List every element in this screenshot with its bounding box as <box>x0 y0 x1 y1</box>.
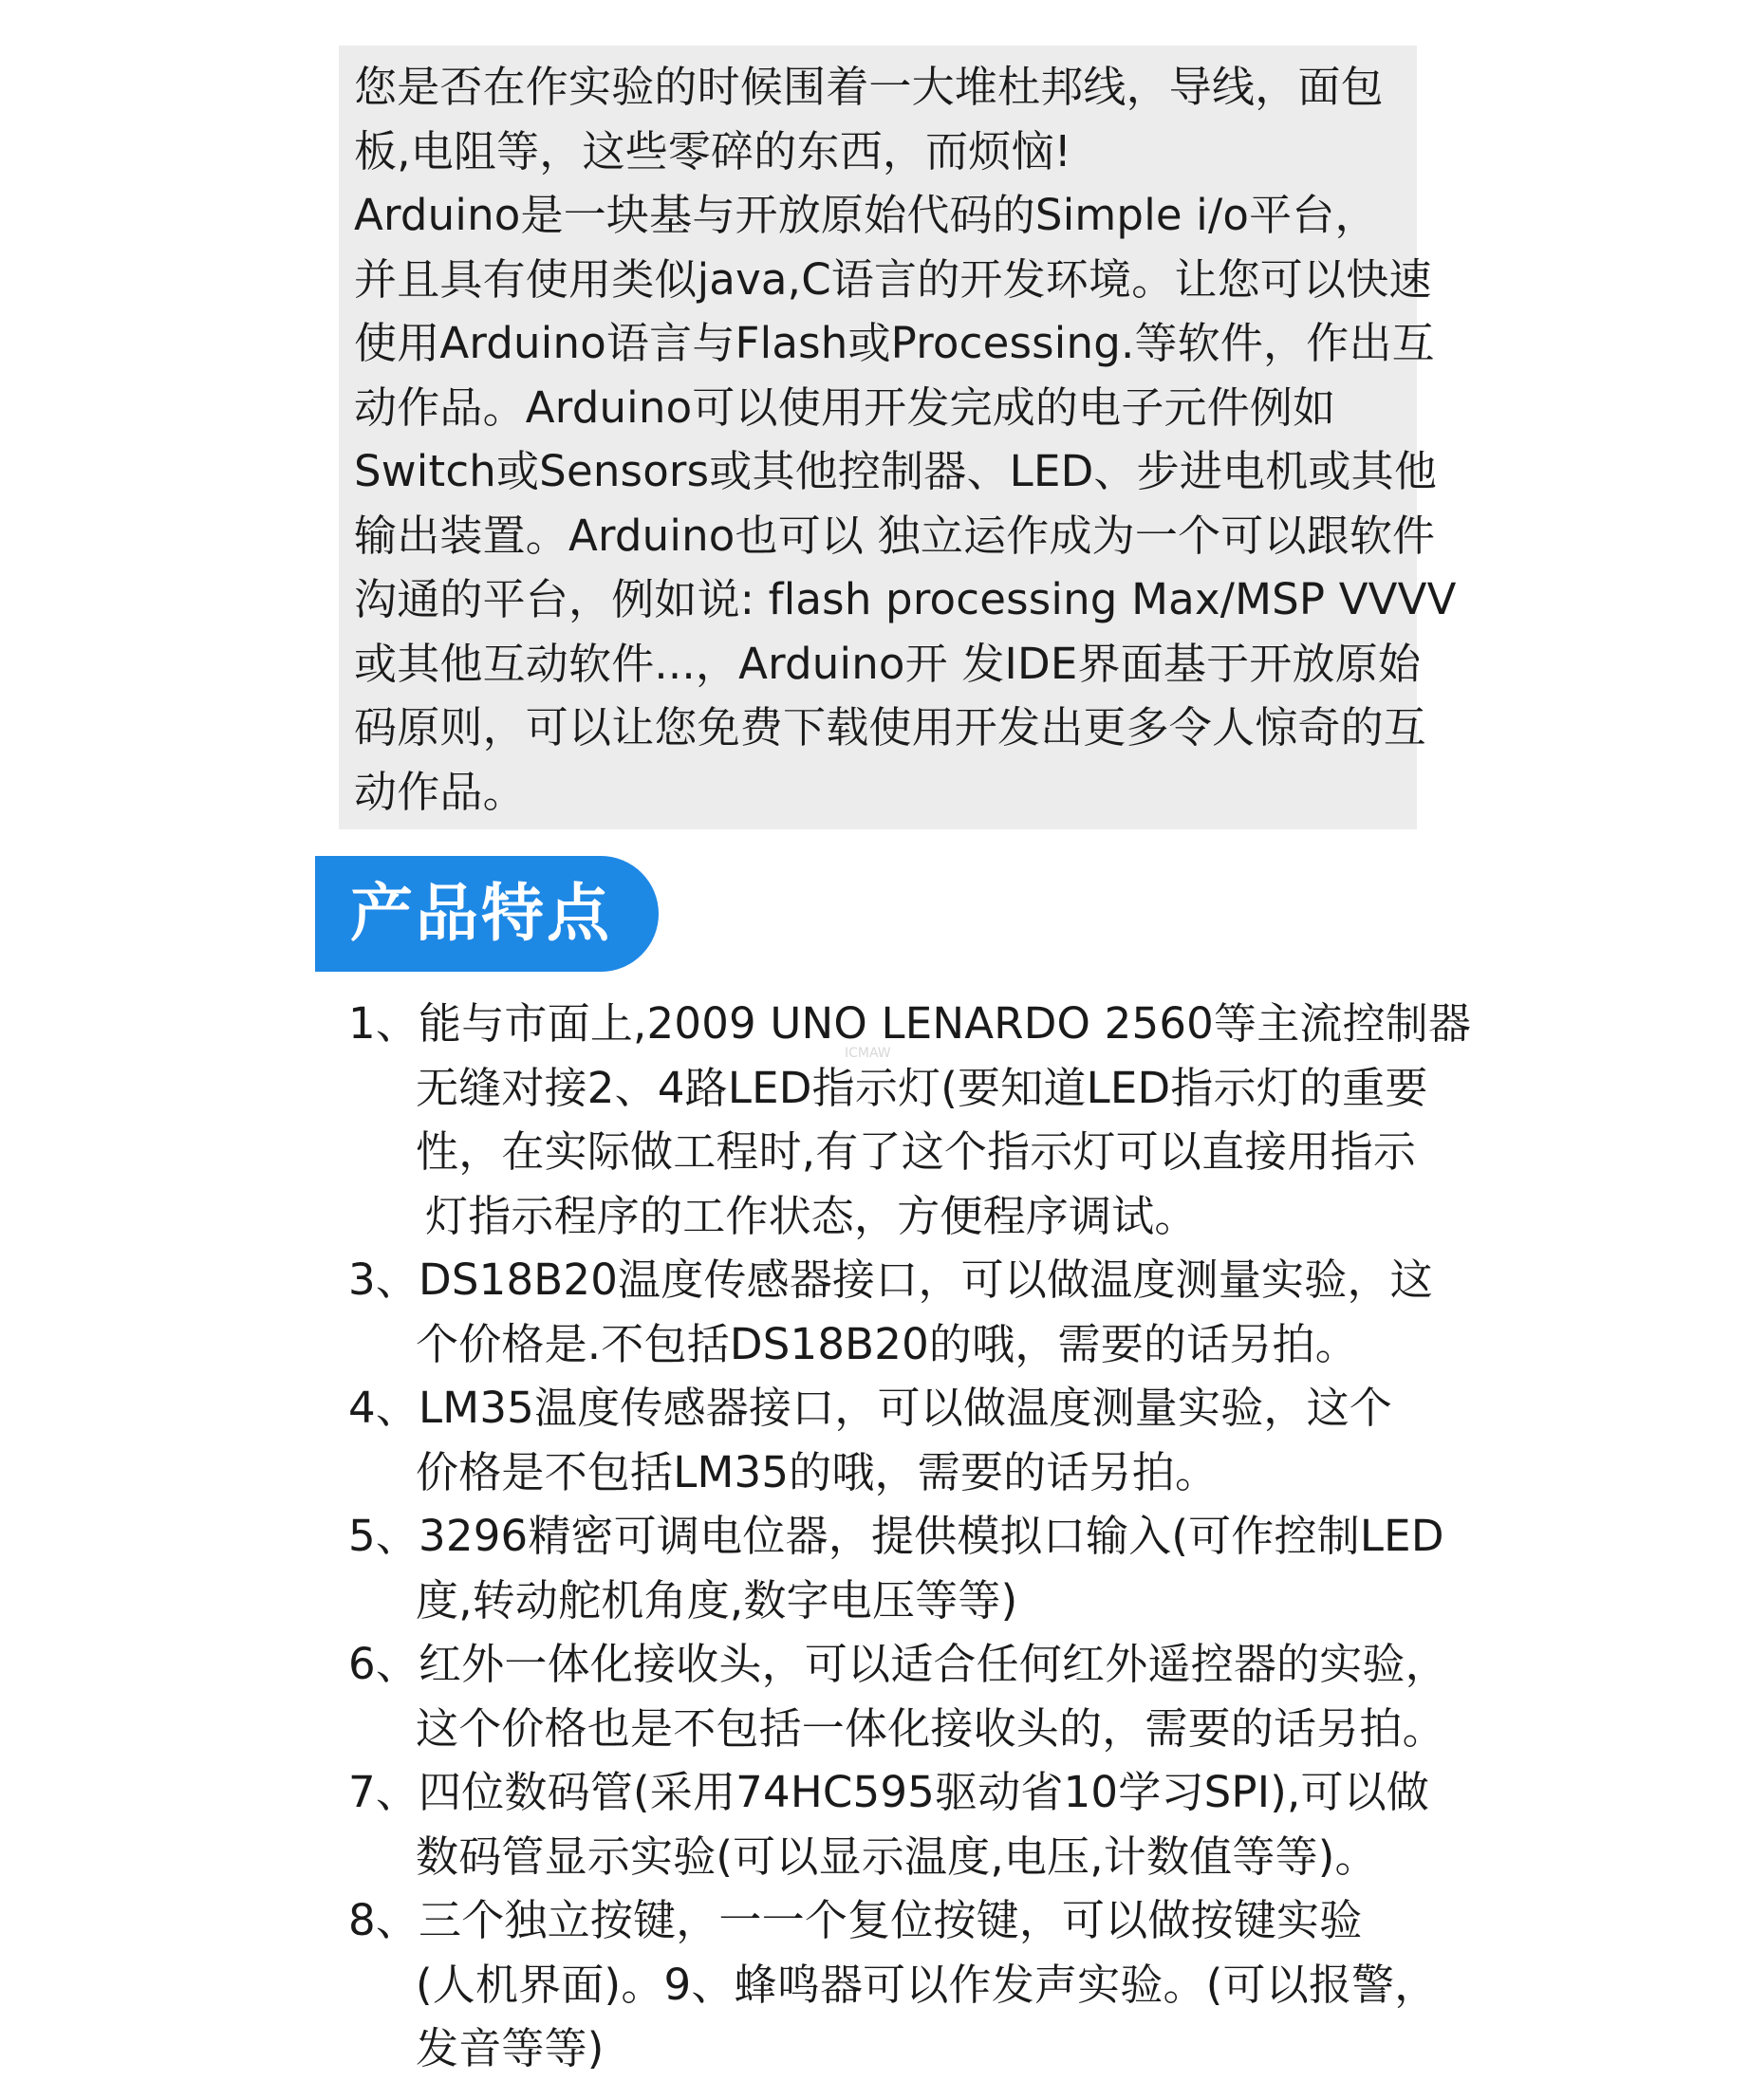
intro-line: 板,电阻等，这些零碎的东西，而烦恼! <box>354 125 1071 177</box>
feature-line: 个价格是.不包括DS18B20的哦，需要的话另拍。 <box>416 1318 1358 1369</box>
intro-line: 动作品。Arduino可以使用开发完成的电子元件例如 <box>354 381 1336 433</box>
feature-line: 1、能与市面上,2009 UNO LENARDO 2560等主流控制器 <box>348 998 1472 1049</box>
section-header <box>315 856 659 972</box>
watermark: ICMAW <box>845 1046 891 1061</box>
intro-line: 使用Arduino语言与Flash或Processing.等软件，作出互 <box>354 318 1435 368</box>
section-title: 产品特点 <box>350 877 612 950</box>
feature-line: 8、三个独立按键，一一个复位按键，可以做按键实验 <box>348 1895 1363 1945</box>
intro-line: 您是否在作实验的时候围着一大堆杜邦线，导线，面包 <box>354 62 1384 112</box>
intro-line: 输出装置。Arduino也可以 独立运作成为一个可以跟软件 <box>354 510 1436 561</box>
feature-line: 灯指示程序的工作状态，方便程序调试。 <box>425 1190 1198 1241</box>
feature-line: 这个价格也是不包括一体化接收头的，需要的话另拍。 <box>416 1702 1445 1754</box>
feature-line: 性，在实际做工程时,有了这个指示灯可以直接用指示 <box>416 1126 1417 1177</box>
feature-line: 价格是不包括LM35的哦，需要的话另拍。 <box>416 1446 1219 1497</box>
intro-line: 或其他互动软件...，Arduino开 发IDE界面基于开放原始 <box>354 638 1422 689</box>
feature-line: 6、红外一体化接收头，可以适合任何红外遥控器的实验， <box>348 1639 1448 1689</box>
feature-line: 无缝对接2、4路LED指示灯(要知道LED指示灯的重要 <box>416 1062 1428 1113</box>
intro-line: 沟通的平台，例如说: flash processing Max/MSP VVVV <box>354 574 1457 624</box>
feature-line: 4、LM35温度传感器接口，可以做温度测量实验，这个 <box>348 1383 1392 1433</box>
intro-line: 码原则，可以让您免费下载使用开发出更多令人惊奇的互 <box>354 702 1427 753</box>
intro-line: 动作品。 <box>354 766 526 817</box>
feature-line: 发音等等) <box>416 2023 605 2073</box>
intro-line: Switch或Sensors或其他控制器、LED、步进电机或其他 <box>354 446 1438 496</box>
intro-line: 并且具有使用类似java,C语言的开发环境。让您可以快速 <box>354 253 1432 305</box>
intro-box <box>339 46 1457 829</box>
feature-line: 数码管显示实验(可以显示温度,电压,计数值等等)。 <box>416 1831 1378 1882</box>
feature-line: 5、3296精密可调电位器，提供模拟口输入(可作控制LED <box>348 1511 1444 1561</box>
feature-line: (人机界面)。9、蜂鸣器可以作发声实验。(可以报警， <box>416 1959 1438 2010</box>
feature-line: 7、四位数码管(采用74HC595驱动省10学习SPI),可以做 <box>348 1767 1430 1817</box>
intro-line: Arduino是一块基与开放原始代码的Simple i/o平台， <box>354 190 1378 240</box>
feature-line: 3、DS18B20温度传感器接口，可以做温度测量实验，这 <box>348 1254 1433 1305</box>
feature-line: 度,转动舵机角度,数字电压等等) <box>416 1574 1018 1626</box>
